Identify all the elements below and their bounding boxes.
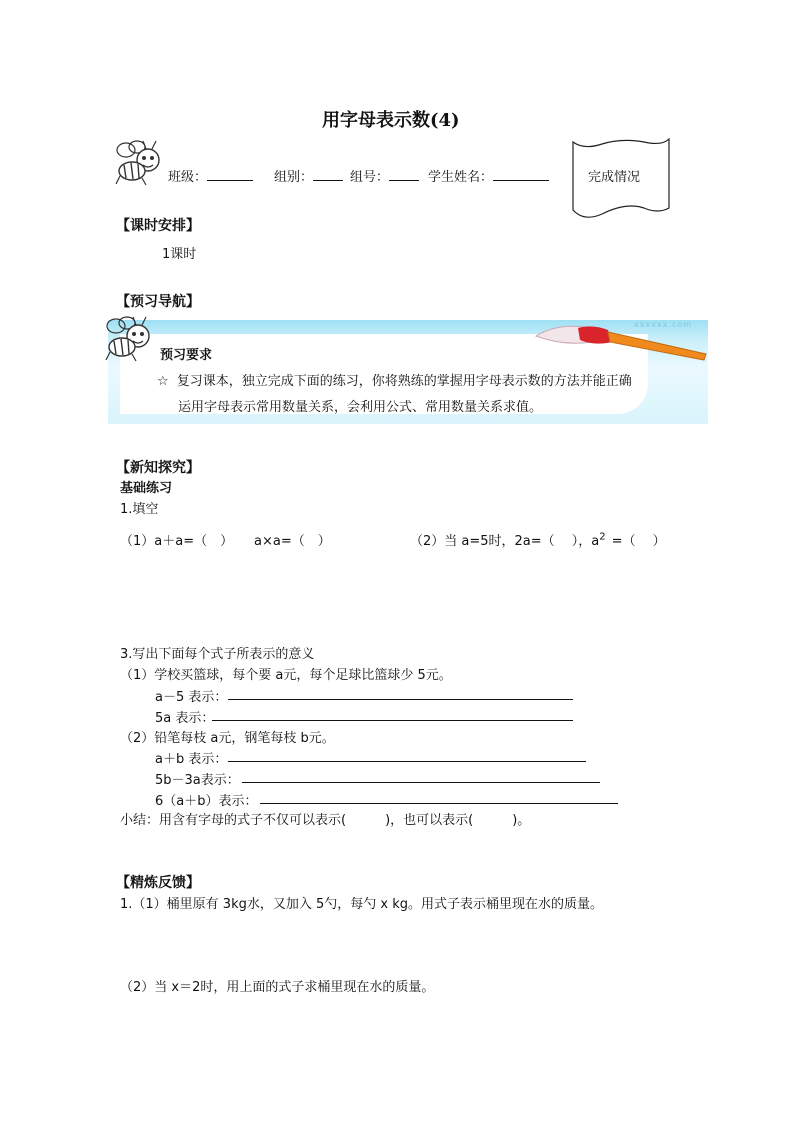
q3-2a-label: a＋b 表示：	[155, 752, 228, 767]
q1-part2-end: =（ ）	[611, 534, 666, 549]
group-label: 组别：	[274, 170, 314, 185]
page-title: 用字母表示数(4)	[322, 110, 460, 131]
q3-part1: （1）学校买篮球，每个要 a元，每个足球比篮球少 5元。	[120, 668, 452, 683]
q1-part2-text: （2）当 a=5时，2a=（ ），a	[410, 534, 600, 549]
q3-title: 3.写出下面每个式子所表示的意义	[120, 647, 315, 662]
q3-2c-answer-line[interactable]	[260, 803, 618, 804]
preview-text-line1	[157, 370, 632, 389]
completion-label: 完成情况	[588, 170, 641, 185]
explore-heading: 【新知探究】	[116, 460, 200, 476]
q3-1b-label: 5a 表示：	[155, 711, 215, 726]
q1-part1a: （1）a＋a=（ ）	[120, 534, 234, 549]
q1-title: 1.填空	[120, 502, 159, 517]
preview-line1-text: 复习课本，独立完成下面的练习，你将熟练的掌握用字母表示数的方法并能正确	[176, 374, 632, 389]
watermark-text: xxxxxx.com	[634, 320, 693, 329]
feedback-q1-1: 1.（1）桶里原有 3kg水，又加入 5勺，每勺 x kg。用式子表示桶里现在水的质量。	[120, 897, 603, 912]
q3-1a-answer-line[interactable]	[228, 699, 573, 700]
q3-1a-label: a－5 表示：	[155, 690, 228, 705]
q3-1b-answer-line[interactable]	[212, 720, 573, 721]
summary-text: 小结：用含有字母的式子不仅可以表示( )，也可以表示( )。	[120, 813, 531, 828]
number-blank[interactable]	[389, 168, 419, 181]
name-blank[interactable]	[493, 168, 549, 181]
schedule-heading: 【课时安排】	[116, 218, 200, 234]
feedback-heading: 【精炼反馈】	[116, 875, 200, 891]
q3-2b-answer-line[interactable]	[242, 782, 600, 783]
group-field	[274, 166, 343, 185]
preview-requirement-title: 预习要求	[160, 348, 213, 363]
class-field	[168, 166, 253, 185]
q3-2a-answer-line[interactable]	[228, 761, 586, 762]
feedback-q1-2: （2）当 x＝2时，用上面的式子求桶里现在水的质量。	[120, 980, 435, 995]
class-blank[interactable]	[207, 168, 253, 181]
q3-2b-label: 5b－3a表示：	[155, 773, 240, 788]
q3-part2: （2）铅笔每枝 a元，钢笔每枝 b元。	[120, 731, 335, 746]
number-field	[350, 166, 419, 185]
q1-superscript: 2	[599, 531, 606, 543]
preview-heading: 【预习导航】	[116, 294, 200, 310]
bee-mascot-icon	[112, 138, 168, 188]
star-icon: ☆	[157, 374, 169, 389]
name-field	[428, 166, 549, 185]
name-label: 学生姓名：	[428, 170, 494, 185]
number-label: 组号：	[350, 170, 390, 185]
q3-2c-label: 6（a＋b）表示：	[155, 794, 258, 809]
q1-part2	[410, 530, 666, 549]
group-blank[interactable]	[313, 168, 343, 181]
explore-subheading: 基础练习	[120, 481, 173, 496]
bee-mascot-icon	[102, 314, 158, 364]
q1-part1b: a×a=（ ）	[254, 534, 331, 549]
class-label: 班级：	[168, 170, 208, 185]
schedule-value: 1课时	[162, 247, 197, 262]
preview-text-line2: 运用字母表示常用数量关系，会利用公式、常用数量关系求值。	[178, 400, 543, 415]
